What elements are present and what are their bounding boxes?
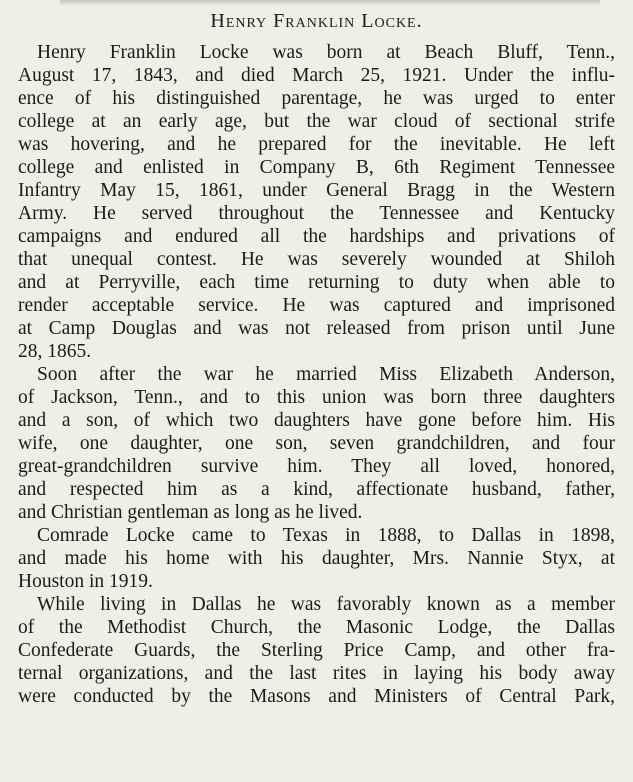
text-line: Henry Franklin Locke was born at Beach Bluff, Tenn., (37, 42, 615, 63)
text-line: ence of his distinguished parentage, he was urged to enter (18, 88, 615, 109)
text-line: Soon after the war he married Miss Elizabeth Anderson, (37, 364, 615, 385)
text-line: Infantry May 15, 1861, under General Bragg in the Western (18, 180, 615, 201)
text-line: Houston in 1919. (18, 571, 153, 592)
text-line: Army. He served throughout the Tennessee and Kentucky (18, 203, 615, 224)
text-line: While living in Dallas he was favorably known as a member (37, 594, 615, 615)
text-line: August 17, 1843, and died March 25, 1921. Under the influ- (18, 65, 615, 86)
text-line: and Christian gentleman as long as he lived. (18, 502, 363, 523)
text-line: and a son, of which two daughters have gone before him. His (18, 410, 615, 431)
text-line: that unequal contest. He was severely wounded at Shiloh (18, 249, 615, 270)
text-line: and respected him as a kind, affectionate husband, father, (18, 479, 615, 500)
previous-page-edge (0, 0, 633, 6)
text-line: campaigns and endured all the hardships and privations of (18, 226, 615, 247)
text-line: and made his home with his daughter, Mrs. Nannie Styx, at (18, 548, 615, 569)
text-line: at Camp Douglas and was not released from prison until June (18, 318, 615, 339)
article-title: Henry Franklin Locke. (210, 10, 423, 32)
text-line: was hovering, and he prepared for the inevitable. He left (18, 134, 615, 155)
text-line: college at an early age, but the war cloud of sectional strife (18, 111, 615, 132)
text-line: Confederate Guards, the Sterling Price Camp, and other fra- (18, 640, 615, 661)
text-line: 28, 1865. (18, 341, 92, 362)
text-line: college and enlisted in Company B, 6th Regiment Tennessee (18, 157, 615, 178)
text-line: ternal organizations, and the last rites in laying his body away (18, 663, 615, 684)
text-line: render acceptable service. He was captured and imprisoned (18, 295, 615, 316)
text-line: wife, one daughter, one son, seven grandchildren, and four (18, 433, 615, 454)
text-line: were conducted by the Masons and Ministers of Central Park, (18, 686, 615, 707)
text-line: Comrade Locke came to Texas in 1888, to Dallas in 1898, (37, 525, 615, 546)
text-line: and at Perryville, each time returning to duty when able to (18, 272, 615, 293)
text-line: of Jackson, Tenn., and to this union was born three daughters (18, 387, 615, 408)
text-line: great-grandchildren survive him. They all loved, honored, (18, 456, 615, 477)
text-line: of the Methodist Church, the Masonic Lodge, the Dallas (18, 617, 615, 638)
